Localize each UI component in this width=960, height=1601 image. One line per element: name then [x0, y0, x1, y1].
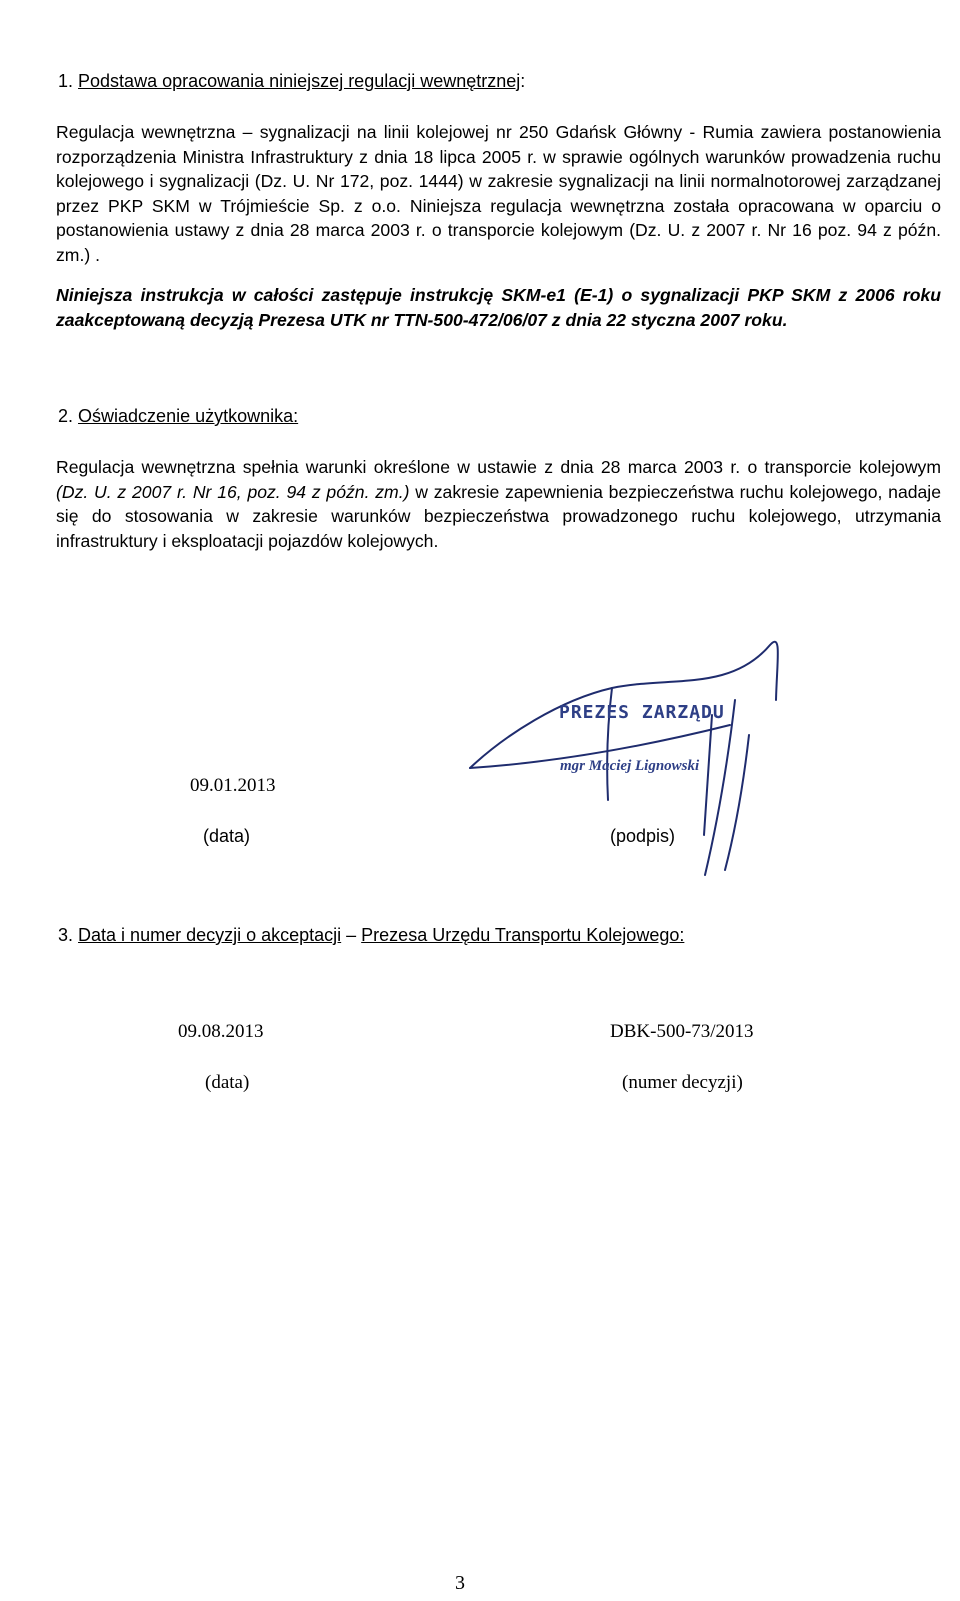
section-3-decision-value: DBK-500-73/2013 — [610, 1021, 754, 1042]
section-3-dash: – — [341, 925, 362, 945]
section-2-body-citation: (Dz. U. z 2007 r. Nr 16, poz. 94 z późn. zm.) — [56, 481, 410, 502]
section-1-colon: : — [520, 71, 526, 91]
section-3-date-label: (data) — [205, 1072, 250, 1093]
section-2-date-label: (data) — [203, 826, 251, 846]
section-3-number: 3. — [58, 925, 74, 945]
section-3-decision-label: (numer decyzji) — [622, 1072, 743, 1093]
section-1-body: Regulacja wewnętrzna – sygnalizacji na linii kolejowej nr 250 Gdańsk Główny - Rumia zawiera postanowienia rozporządzenia Ministra Infrastruktury z dnia 18 lipca 2005 r. w sprawie ogólnych warunków prowadzenia ruchu kolejowego i sygnalizacji (Dz. U. Nr 172, poz. 1444) w zakresie sygnalizacji na linii normalnotorowej zarządzanej przez PKP SKM w Trójmieście Sp. z o.o. Niniejsza regulacja wewnętrzna została opracowana w oparciu o postanowienia ustawy z dnia 28 marca 2003 r. o transporcie kolejowym (Dz. U. z 2007 r. Nr 16 poz. 94 z późn. zm.) . — [56, 122, 941, 265]
section-3-title: Data i numer decyzji o akceptacji — [78, 925, 342, 945]
section-3-title-rest: Prezesa Urzędu Transportu Kolejowego: — [361, 925, 685, 945]
section-2-date-value: 09.01.2013 — [190, 775, 276, 796]
section-3-date-value: 09.08.2013 — [178, 1021, 264, 1042]
stamp-title: PREZES ZARZĄDU — [559, 702, 725, 723]
section-1-title: Podstawa opracowania niniejszej regulacji wewnętrznej — [78, 71, 521, 91]
section-2-body-start: Regulacja wewnętrzna spełnia warunki określone w ustawie z dnia 28 marca 2003 r. o transporcie kolejowym — [56, 457, 941, 477]
section-2-body-end: w zakresie zapewnienia bezpieczeństwa ruchu kolejowego, nadaje się do stosowania w zakresie warunków bezpieczeństwa prowadzonego ruchu kolejowego, utrzymania infrastruktury i eksploatacji pojazdów kolejowych. — [56, 481, 941, 551]
section-2-title: Oświadczenie użytkownika: — [78, 406, 299, 426]
page-number: 3 — [455, 1572, 465, 1594]
section-2-number: 2. — [58, 406, 74, 426]
section-2-signature-label: (podpis) — [610, 826, 676, 846]
section-1-notice: Niniejsza instrukcja w całości zastępuje instrukcję SKM-e1 (E-1) o sygnalizacji PKP SKM z 2006 roku zaakceptowaną decyzją Prezesa UTK nr TTN-500-472/06/07 z dnia 22 styczna 2007 roku. — [56, 285, 941, 330]
section-3-heading — [58, 924, 684, 946]
section-1-number: 1. — [58, 71, 74, 91]
stamp-name: mgr Maciej Lignowski — [560, 758, 700, 774]
